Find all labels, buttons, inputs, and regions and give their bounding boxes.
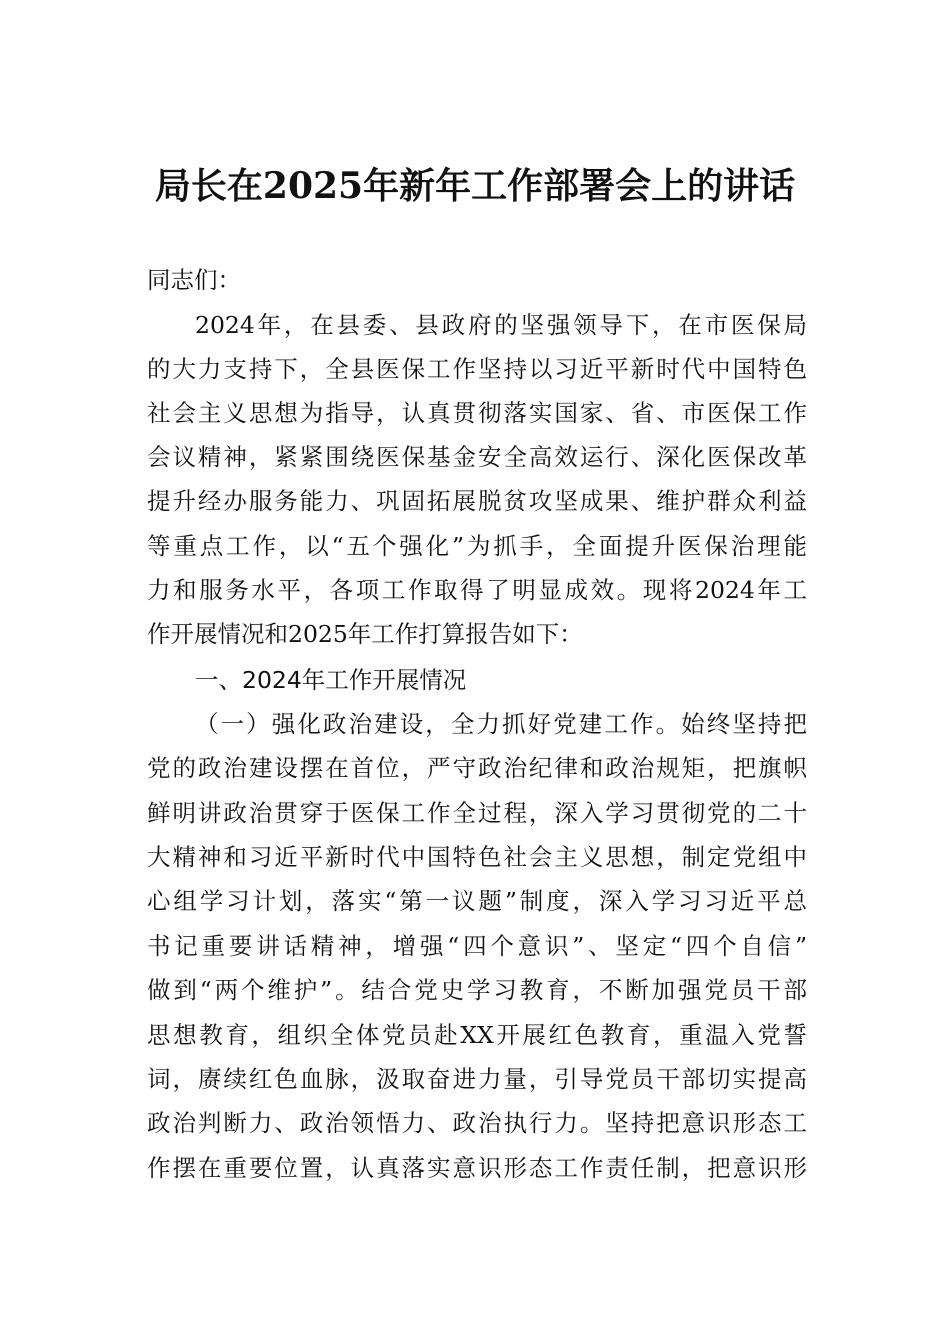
intro-line: 等重点工作，以“五个强化”为抓手，全面提升医保治理能 <box>147 532 807 560</box>
intro-line: 提升经办服务能力、巩固拓展脱贫攻坚成果、维护群众利益 <box>147 487 807 515</box>
section-heading: 一、2024年工作开展情况 <box>195 666 467 694</box>
intro-line: 作开展情况和2025年工作打算报告如下： <box>147 620 583 648</box>
body-line: 书记重要讲话精神，增强“四个意识”、坚定“四个自信” <box>147 932 807 960</box>
body-line: 鲜明讲政治贯穿于医保工作全过程，深入学习贯彻党的二十 <box>147 799 807 827</box>
body-line: 党的政治建设摆在首位，严守政治纪律和政治规矩，把旗帜 <box>147 754 807 782</box>
intro-line: 力和服务水平，各项工作取得了明显成效。现将2024年工 <box>147 576 807 604</box>
body-line: 作摆在重要位置，认真落实意识形态工作责任制，把意识形 <box>147 1154 807 1182</box>
body-line: 词，赓续红色血脉，汲取奋进力量，引导党员干部切实提高 <box>147 1065 807 1093</box>
subsection-text: 始终坚持把 <box>681 710 808 738</box>
body-line: 做到“两个维护”。结合党史学习教育，不断加强党员干部 <box>147 976 807 1004</box>
body-line: 思想教育，组织全体党员赴XX开展红色教育，重温入党誓 <box>147 1021 807 1049</box>
intro-line: 社会主义思想为指导，认真贯彻落实国家、省、市医保工作 <box>147 399 807 427</box>
subsection-title: （一）强化政治建设，全力抓好党建工作。 <box>195 710 682 738</box>
body-line: 大精神和习近平新时代中国特色社会主义思想，制定党组中 <box>147 843 807 871</box>
greeting: 同志们： <box>147 266 241 294</box>
intro-line: 2024年，在县委、县政府的坚强领导下，在市医保局 <box>195 311 807 339</box>
intro-line: 会议精神，紧紧围绕医保基金安全高效运行、深化医保改革 <box>147 443 807 471</box>
body-line: 心组学习计划，落实“第一议题”制度，深入学习习近平总 <box>147 887 807 915</box>
subsection-first-line <box>195 706 807 744</box>
intro-line: 的大力支持下，全县医保工作坚持以习近平新时代中国特色 <box>147 355 807 383</box>
body-line: 政治判断力、政治领悟力、政治执行力。坚持把意识形态工 <box>147 1109 807 1137</box>
document-title: 局长在2025年新年工作部署会上的讲话 <box>154 165 796 207</box>
